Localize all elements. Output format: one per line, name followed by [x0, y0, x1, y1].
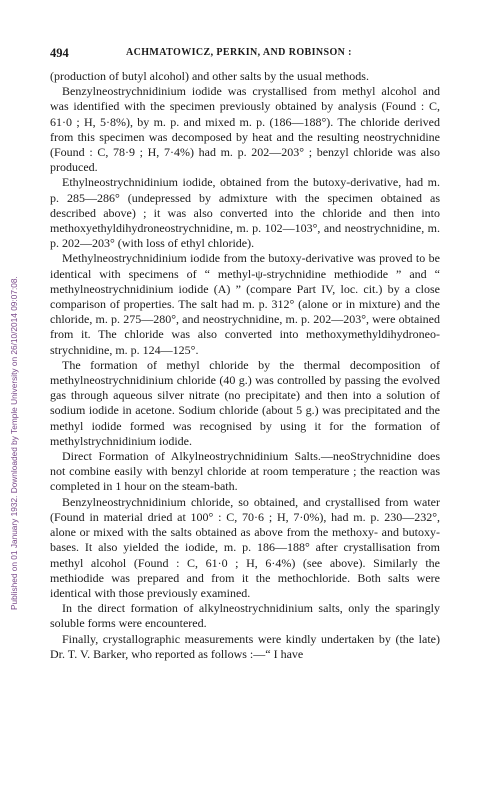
- paragraph: Finally, crystallographic measurements were kindly undertaken by (the late) Dr. T. V. Barker, who reported as follows :—“ I have: [50, 631, 440, 661]
- paragraph: Benzylneostrychnidinium chloride, so obtained, and crystallised from water (Found in material dried at 100° : C, 70·6 ; H, 7·0%), had m. p. 230—232°, alone or mixed with the salts obtained as above from the methoxy- and butoxy-bases. It also yielded the iodide, m. p. 186—188° after crystallisation from methyl alcohol (Found : C, 61·0 ; H, 6·4%) (see above). Similarly the methiodide was prepared and from it the methochloride. Both salts were identical with those previously examined.: [50, 494, 440, 600]
- paragraph: Direct Formation of Alkylneostrychnidinium Salts.—neoStrychnidine does not combine easily with benzyl chloride at room temperature ; the reaction was completed in 1 hour on the steam-bath.: [50, 449, 440, 494]
- page-number: 494: [50, 46, 69, 60]
- publication-note-text: Published on 01 January 1932. Downloaded by Temple University on 26/10/2014 09:07:08.: [9, 276, 19, 610]
- article-body: [50, 69, 440, 662]
- paragraph: Benzylneostrychnidinium iodide was crystallised from methyl alcohol and was identified with the specimen previously obtained by analysis (Found : C, 61·0 ; H, 5·8%), by m. p. and mixed m. p. (186—188°). The chloride derived from this specimen was decomposed by heat and the resulting neostrychnidine (Found : C, 78·9 ; H, 7·4%) had m. p. 202—203° ; benzyl chloride was also produced.: [50, 84, 440, 175]
- page-header: [50, 46, 440, 62]
- running-head: ACHMATOWICZ, PERKIN, AND ROBINSON :: [126, 47, 352, 58]
- paragraph: In the direct formation of alkylneostrychnidinium salts, only the sparingly soluble forms were encountered.: [50, 601, 440, 631]
- paragraph: Ethylneostrychnidinium iodide, obtained from the butoxy-derivative, had m. p. 285—286° (undepressed by admixture with the specimen obtained as described above) ; it was also converted into the chloride and then into methoxyethyldihydroneostrychnidine, m. p. 102—103°, and neostrychnidine, m. p. 202—203° (with loss of ethyl chloride).: [50, 175, 440, 251]
- paragraph: The formation of methyl chloride by the thermal decomposition of methylneostrychnidinium chloride (40 g.) was controlled by passing the evolved gas through aqueous silver nitrate (no precipitate) and then into a solution of sodium iodide in acetone. Sodium chloride (about 5 g.) was precipitated and the methyl iodide formed was recognised by using it for the formation of methylstrychnidinium iodide.: [50, 357, 440, 448]
- paragraph: Methylneostrychnidinium iodide from the butoxy-derivative was proved to be identical with specimens of “ methyl-ψ-strychnidine methiodide ” and “ methylneostrychnidinium iodide (A) ” (compare Part IV, loc. cit.) by a close comparison of properties. The salt had m. p. 312° (alone or in mixture) and the chloride, m. p. 275—280°, and neostrychnidine, m. p. 202—203°, were obtained from it. The chloride was also converted into methoxymethyldihydroneo-strychnidine, m. p. 124—125°.: [50, 251, 440, 357]
- publication-note: [2, 90, 19, 610]
- paragraph: (production of butyl alcohol) and other salts by the usual methods.: [50, 69, 369, 83]
